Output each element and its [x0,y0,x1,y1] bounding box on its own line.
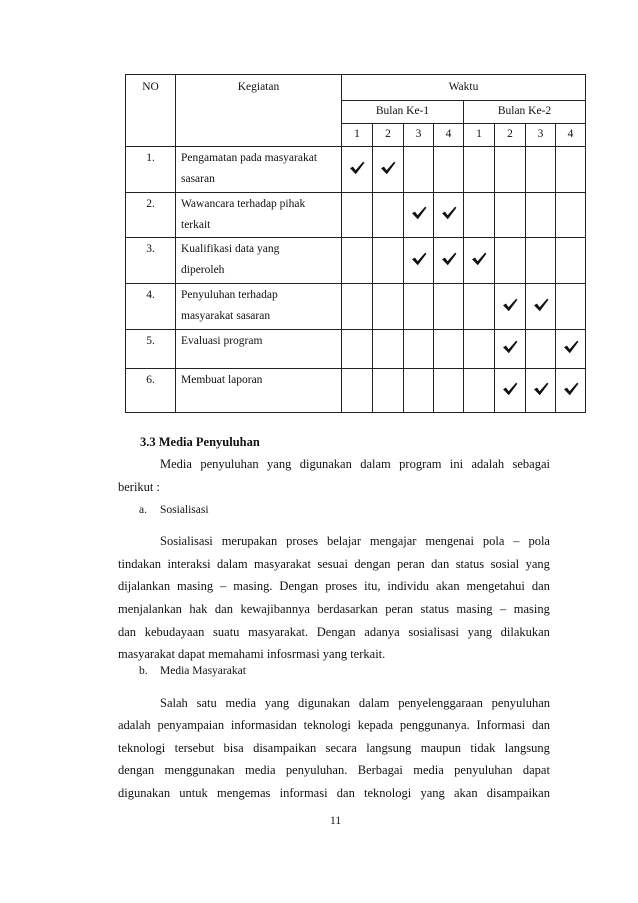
activity-text: masyarakat sasaran [181,310,271,322]
activity-cell [176,284,342,330]
week-cell [526,238,556,284]
week-cell [556,330,586,369]
activity-text: diperoleh [181,264,225,276]
check-icon [502,340,518,354]
week-cell [342,238,373,284]
activity-text: Kualifikasi data yang [181,243,280,255]
week-cell [556,238,586,284]
paragraph-line: Salah satu media yang digunakan dalam penyelenggaraan penyuluhan [160,696,550,710]
paragraph-line: Sosialisasi merupakan proses belajar mengajar mengenai pola – pola [160,534,550,548]
week-cell [526,193,556,238]
week-cell [404,147,434,193]
table-row [126,369,586,413]
week-cell [434,147,464,193]
table-row [126,147,586,193]
week-cell [434,284,464,330]
header-week: 4 [556,124,586,147]
table-row [126,330,586,369]
header-no: NO [126,75,176,147]
check-icon [380,161,396,175]
activity-cell [176,330,342,369]
page-number: 11 [330,815,342,827]
week-cell [495,193,526,238]
check-icon [563,340,579,354]
table-row [126,238,586,284]
week-cell [464,193,495,238]
subsection-title-b: Media Masyarakat [160,665,246,677]
paragraph-line: masyarakat dapat memahami infosrmasi yang terkait. [118,647,386,661]
list-marker-b: b. [139,665,148,677]
week-cell [526,284,556,330]
activity-text: Evaluasi program [181,335,263,347]
week-cell [495,369,526,413]
week-cell [434,369,464,413]
week-cell [434,193,464,238]
week-cell [464,147,495,193]
row-number: 5. [126,330,176,369]
intro-line: berikut : [118,480,161,494]
week-cell [526,147,556,193]
week-cell [556,369,586,413]
header-week: 1 [464,124,495,147]
check-icon [502,298,518,312]
table-row [126,284,586,330]
week-cell [464,238,495,284]
section-heading: 3.3 Media Penyuluhan [140,435,260,449]
activity-cell [176,369,342,413]
activity-text: sasaran [181,173,215,185]
activity-cell [176,193,342,238]
week-cell [495,147,526,193]
row-number: 6. [126,369,176,413]
activity-cell [176,147,342,193]
check-icon [411,252,427,266]
week-cell [434,330,464,369]
paragraph-line: tindakan interaksi dalam masyarakat sesuai dengan peran dan status sosial yang [118,557,550,571]
check-icon [502,382,518,396]
check-icon [471,252,487,266]
check-icon [563,382,579,396]
week-cell [342,193,373,238]
check-icon [533,382,549,396]
row-number: 4. [126,284,176,330]
week-cell [404,369,434,413]
paragraph-line: digunakan untuk mengemas informasi dan teknologi yang akan disampaikan [118,786,550,800]
week-cell [556,147,586,193]
header-month-2: Bulan Ke-2 [464,101,586,124]
week-cell [526,369,556,413]
list-marker-a: a. [139,504,147,516]
activity-text: terkait [181,219,211,231]
activity-cell [176,238,342,284]
check-icon [349,161,365,175]
subsection-title-a: Sosialisasi [160,504,209,516]
week-cell [373,369,404,413]
week-cell [373,238,404,284]
paragraph-line: dan kebudayaan suatu masyarakat. Dengan adanya sosialisasi yang dilakukan [118,625,550,639]
week-cell [495,284,526,330]
week-cell [342,284,373,330]
header-week: 2 [495,124,526,147]
row-number: 2. [126,193,176,238]
week-cell [526,330,556,369]
week-cell [495,330,526,369]
week-cell [556,193,586,238]
week-cell [404,238,434,284]
header-activity: Kegiatan [176,75,342,147]
paragraph-line: teknologi tersebut bisa disampaikan secara langsung maupun tidak langsung [118,741,550,755]
check-icon [441,206,457,220]
week-cell [373,193,404,238]
table-row [126,193,586,238]
week-cell [556,284,586,330]
row-number: 1. [126,147,176,193]
header-time: Waktu [342,75,586,101]
week-cell [464,330,495,369]
paragraph-line: dengan menggunakan media penyuluhan. Berbagai media penyuluhan dapat [118,763,550,777]
activity-text: Penyuluhan terhadap [181,289,278,301]
check-icon [533,298,549,312]
header-week: 3 [404,124,434,147]
week-cell [404,193,434,238]
header-week: 4 [434,124,464,147]
week-cell [404,284,434,330]
week-cell [434,238,464,284]
schedule-table [125,74,586,413]
week-cell [373,330,404,369]
week-cell [342,330,373,369]
week-cell [342,369,373,413]
header-week: 3 [526,124,556,147]
week-cell [464,284,495,330]
week-cell [464,369,495,413]
check-icon [411,206,427,220]
paragraph-line: adalah penyampaian informasidan teknologi kepada penggunanya. Informasi dan [118,718,550,732]
header-month-1: Bulan Ke-1 [342,101,464,124]
week-cell [373,147,404,193]
week-cell [342,147,373,193]
row-number: 3. [126,238,176,284]
intro-line: Media penyuluhan yang digunakan dalam program ini adalah sebagai [160,457,550,471]
week-cell [495,238,526,284]
activity-text: Wawancara terhadap pihak [181,198,306,210]
check-icon [441,252,457,266]
week-cell [404,330,434,369]
week-cell [373,284,404,330]
paragraph-line: dijalankan masing – masing. Dengan proses itu, individu akan mengetahui dan [118,579,550,593]
paragraph-line: menjalankan hak dan kewajibannya berdasarkan peran status masing – masing [118,602,550,616]
activity-text: Membuat laporan [181,374,263,386]
header-week: 2 [373,124,404,147]
header-week: 1 [342,124,373,147]
activity-text: Pengamatan pada masyarakat [181,152,318,164]
